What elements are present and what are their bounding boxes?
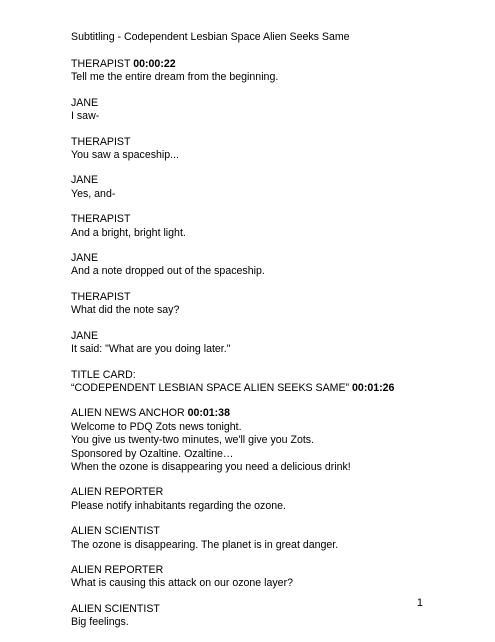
dialogue-text: It said: "What are you doing later." (71, 343, 231, 356)
speaker-line (71, 291, 471, 304)
speaker-line (71, 603, 471, 616)
speaker-name: THERAPIST (71, 290, 131, 303)
dialogue-line (71, 265, 471, 278)
speaker-name: ALIEN SCIENTIST (71, 602, 160, 615)
dialogue-line (71, 461, 471, 474)
dialogue-text: Yes, and- (71, 187, 116, 200)
speaker-name: ALIEN NEWS ANCHOR (71, 407, 185, 420)
dialogue-line (71, 500, 471, 513)
dialogue-block (71, 525, 471, 552)
document-header-title: Subtitling - Codependent Lesbian Space Alien Seeks Same (71, 31, 350, 43)
speaker-name: TITLE CARD: (71, 368, 136, 381)
dialogue-block (71, 407, 471, 474)
dialogue-block (71, 97, 471, 124)
dialogue-text: Tell me the entire dream from the beginning. (71, 71, 279, 84)
speaker-name: THERAPIST (71, 58, 131, 70)
dialogue-block (71, 486, 471, 513)
speaker-name: ALIEN SCIENTIST (71, 525, 160, 538)
dialogue-line (71, 382, 471, 395)
dialogue-block (71, 213, 471, 240)
dialogue-line (71, 227, 471, 240)
dialogue-text: You saw a spaceship... (71, 149, 179, 162)
dialogue-line (71, 448, 471, 461)
dialogue-line (71, 110, 471, 123)
speaker-name: JANE (71, 174, 99, 187)
dialogue-line (71, 304, 471, 317)
speaker-name: THERAPIST (71, 135, 131, 148)
dialogue-text: “CODEPENDENT LESBIAN SPACE ALIEN SEEKS SAME” (71, 381, 350, 394)
dialogue-block (71, 136, 471, 163)
speaker-line (71, 252, 471, 265)
dialogue-text: And a bright, bright light. (71, 226, 186, 239)
timecode: 00:01:26 (352, 381, 395, 394)
dialogue-line (71, 71, 471, 84)
timecode: 00:01:38 (187, 407, 230, 420)
dialogue-block (71, 58, 471, 85)
speaker-line (71, 174, 471, 187)
speaker-line (71, 486, 471, 499)
speaker-line (71, 564, 471, 577)
speaker-line (71, 369, 471, 382)
dialogue-block (71, 252, 471, 279)
dialogue-line (71, 539, 471, 552)
speaker-name: ALIEN REPORTER (71, 563, 164, 576)
dialogue-text: And a note dropped out of the spaceship. (71, 265, 265, 278)
dialogue-line (71, 149, 471, 162)
speaker-line (71, 525, 471, 538)
dialogue-line (71, 434, 471, 447)
speaker-line (71, 136, 471, 149)
dialogue-text: Welcome to PDQ Zots news tonight. (71, 420, 242, 433)
speaker-name: ALIEN REPORTER (71, 486, 164, 499)
speaker-line (71, 330, 471, 343)
dialogue-text: What is causing this attack on our ozone layer? (71, 577, 293, 590)
dialogue-line (71, 421, 471, 434)
dialogue-text: Please notify inhabitants regarding the ozone. (71, 499, 286, 512)
page-number: 1 (416, 597, 423, 609)
dialogue-block (71, 330, 471, 357)
dialogue-text: When the ozone is disappearing you need a delicious drink! (71, 460, 351, 473)
speaker-line (71, 213, 471, 226)
speaker-line (71, 58, 471, 71)
speaker-name: THERAPIST (71, 213, 131, 226)
dialogue-line (71, 577, 471, 590)
dialogue-block (71, 174, 471, 201)
dialogue-text: I saw- (71, 110, 100, 123)
timecode: 00:00:22 (133, 58, 176, 70)
dialogue-text: The ozone is disappearing. The planet is in great danger. (71, 538, 339, 551)
dialogue-text: What did the note say? (71, 304, 180, 317)
dialogue-block (71, 603, 471, 630)
speaker-line (71, 97, 471, 110)
speaker-name: JANE (71, 252, 99, 265)
dialogue-line (71, 616, 471, 629)
speaker-name: JANE (71, 329, 99, 342)
dialogue-text: You give us twenty-two minutes, we'll give you Zots. (71, 434, 315, 447)
dialogue-text: Sponsored by Ozaltine. Ozaltine… (71, 447, 234, 460)
speaker-line (71, 407, 471, 420)
dialogue-block (71, 291, 471, 318)
script-body (71, 58, 471, 642)
dialogue-line (71, 343, 471, 356)
dialogue-line (71, 188, 471, 201)
dialogue-block (71, 564, 471, 591)
dialogue-text: Big feelings. (71, 616, 129, 629)
speaker-name: JANE (71, 96, 99, 109)
dialogue-block (71, 369, 471, 396)
